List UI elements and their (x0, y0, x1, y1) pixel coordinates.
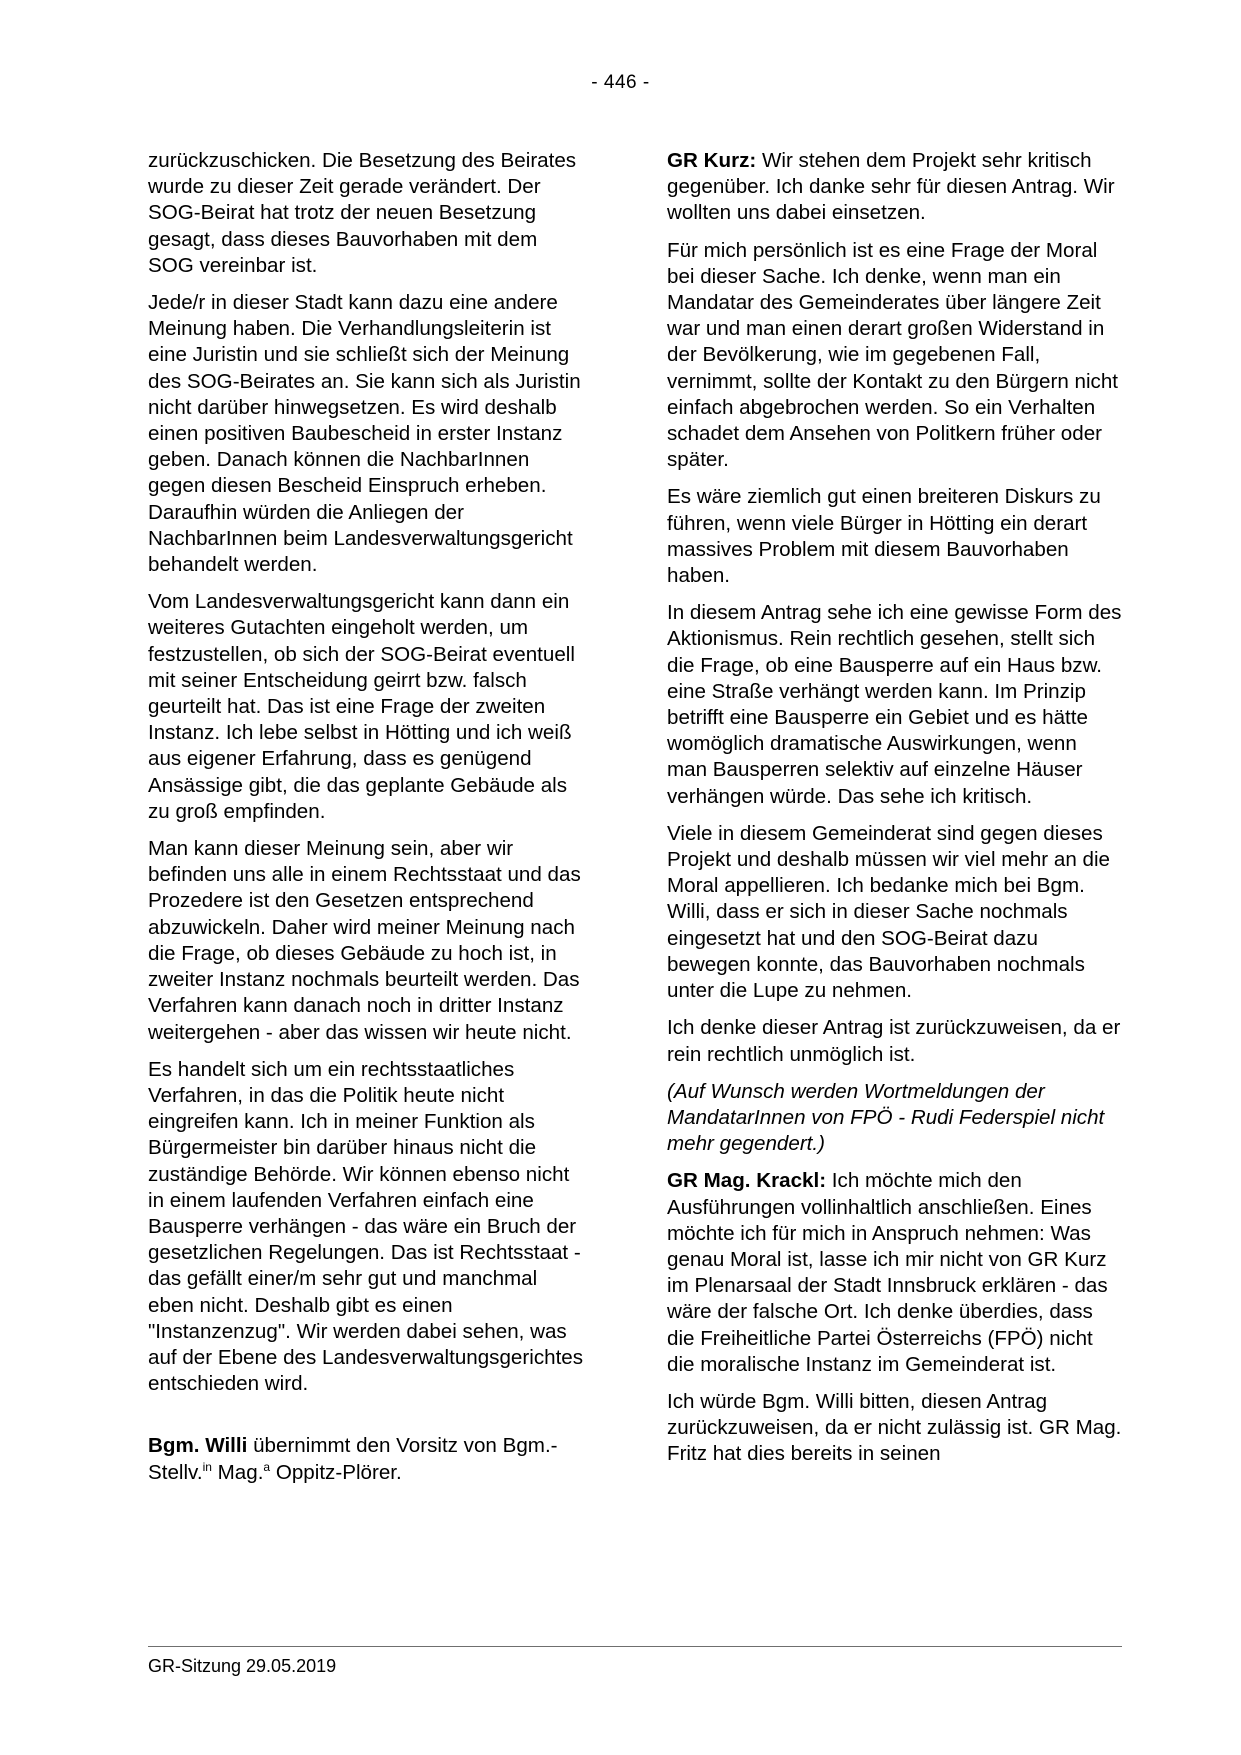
note-text: Oppitz-Plörer. (270, 1460, 402, 1484)
paragraph: Für mich persönlich ist es eine Frage der Moral bei dieser Sache. Ich denke, wenn man ein Mandatar des Gemeinderates über längere Zeit war und man einen derart großen Widerstand in der Bevölkerung, wie im gegebenen Fall, vernimmt, sollte der Kontakt zu den Bürgern nicht einfach abgebrochen werden. So ein Verhalten schadet dem Ansehen von Politkern früher oder später. (667, 238, 1118, 472)
paragraph: Es handelt sich um ein rechtsstaatliches Verfahren, in das die Politik heute nicht eingreifen kann. Ich in meiner Funktion als Bürgermeister bin darüber hinaus nicht die zuständige Behörde. Wir können ebenso nicht in einem laufenden Verfahren einfach eine Bausperre verhängen - das wäre ein Bruch der gesetzlichen Regelungen. Das ist Rechtsstaat - das gefällt einer/m sehr gut und manchmal eben nicht. Deshalb gibt es einen "Instanzenzug". Wir werden dabei sehen, was auf der Ebene des Landesverwaltungsgerichtes entschieden wird. (148, 1057, 584, 1396)
paragraph: In diesem Antrag sehe ich eine gewisse Form des Aktionismus. Rein rechtlich gesehen, stellt sich die Frage, ob eine Bausperre auf ein Haus bzw. eine Straße verhängt werden kann. Im Prinzip betrifft eine Bausperre ein Gebiet und es hätte womöglich dramatische Auswirkungen, wenn man Bausperren selektiv auf einzelne Häuser verhängen würde. Das sehe ich kritisch. (667, 601, 1122, 808)
speech-paragraph (667, 148, 1122, 227)
footer-divider (148, 1646, 1122, 1647)
speaker-name: Bgm. Willi (148, 1434, 248, 1458)
superscript: a (263, 1459, 271, 1474)
editorial-note: (Auf Wunsch werden Wortmeldungen der MandatarInnen von FPÖ - Rudi Federspiel nicht mehr gegendert.) (667, 1079, 1105, 1156)
paragraph: Jede/r in dieser Stadt kann dazu eine andere Meinung haben. Die Verhandlungsleiterin ist eine Juristin und sie schließt sich der Meinung des SOG-Beirates an. Sie kann sich als Juristin nicht darüber hinwegsetzen. Es wird deshalb einen positiven Baubescheid in erster Instanz geben. Danach können die NachbarInnen gegen diesen Bescheid Einspruch erheben. Daraufhin würden die Anliegen der NachbarInnen beim Landesverwaltungsgericht behandelt werden. (148, 291, 581, 577)
paragraph: Vom Landesverwaltungsgericht kann dann ein weiteres Gutachten eingeholt werden, um festzustellen, ob sich der SOG-Beirat eventuell mit seiner Entscheidung geirrt bzw. falsch geurteilt hat. Das ist eine Frage der zweiten Instanz. Ich lebe selbst in Hötting und ich weiß aus eigener Erfahrung, dass es genügend Ansässige gibt, die das geplante Gebäude als zu groß empfinden. (148, 590, 575, 823)
paragraph: Viele in diesem Gemeinderat sind gegen dieses Projekt und deshalb müssen wir viel mehr an die Moral appellieren. Ich bedanke mich bei Bgm. Willi, dass er sich in dieser Sache nochmals eingesetzt hat und den SOG-Beirat dazu bewegen konnte, das Bauvorhaben nochmals unter die Lupe zu nehmen. (667, 821, 1110, 1003)
chair-change-note (148, 1433, 588, 1485)
speaker-name: GR Mag. Krackl: (667, 1169, 827, 1193)
superscript: in (202, 1459, 212, 1474)
paragraph: Man kann dieser Meinung sein, aber wir befinden uns alle in einem Rechtsstaat und das Prozedere ist den Gesetzen entsprechend abzuwickeln. Daher wird meiner Meinung nach die Frage, ob dieses Gebäude zu hoch ist, in zweiter Instanz nochmals beurteilt werden. Das Verfahren kann danach noch in dritter Instanz weitergehen - aber das wissen wir heute nicht. (148, 837, 581, 1044)
speech-paragraph (667, 1168, 1122, 1378)
speech-text: Ich möchte mich den Ausführungen vollinhaltlich anschließen. Eines möchte ich für mich in Anspruch nehmen: Was genau Moral ist, lasse ich mir nicht von GR Kurz im Plenarsaal der Stadt Innsbruck erklären - das wäre der falsche Ort. Ich denke überdies, dass die Freiheitliche Partei Österreichs (FPÖ) nicht die moralische Instanz im Gemeinderat ist. (667, 1169, 1108, 1376)
speaker-name: GR Kurz: (667, 149, 757, 172)
right-column (667, 148, 1122, 1479)
paragraph: Ich denke dieser Antrag ist zurückzuweisen, da er rein rechtlich unmöglich ist. (667, 1016, 1121, 1066)
paragraph: zurückzuschicken. Die Besetzung des Beirates wurde zu dieser Zeit gerade verändert. Der SOG-Beirat hat trotz der neuen Besetzung gesagt, dass dieses Bauvorhaben mit dem SOG vereinbar ist. (148, 149, 577, 277)
page-number: - 446 - (591, 72, 650, 93)
note-text: Mag. (211, 1460, 264, 1484)
footer-session-date: GR-Sitzung 29.05.2019 (148, 1656, 337, 1676)
speech-text: Wir stehen dem Projekt sehr kritisch gegenüber. Ich danke sehr für diesen Antrag. Wir wollten uns dabei einsetzen. (667, 149, 1115, 225)
note-text: übernimmt den Vorsitz von Bgm.-Stellv. (148, 1434, 558, 1484)
paragraph: Ich würde Bgm. Willi bitten, diesen Antrag zurückzuweisen, da er nicht zulässig ist. GR Mag. Fritz hat dies bereits in seinen (667, 1389, 1122, 1466)
paragraph: Es wäre ziemlich gut einen breiteren Diskurs zu führen, wenn viele Bürger in Hötting ein derart massives Problem mit diesem Bauvorhaben haben. (667, 485, 1101, 588)
left-column (148, 148, 588, 1497)
